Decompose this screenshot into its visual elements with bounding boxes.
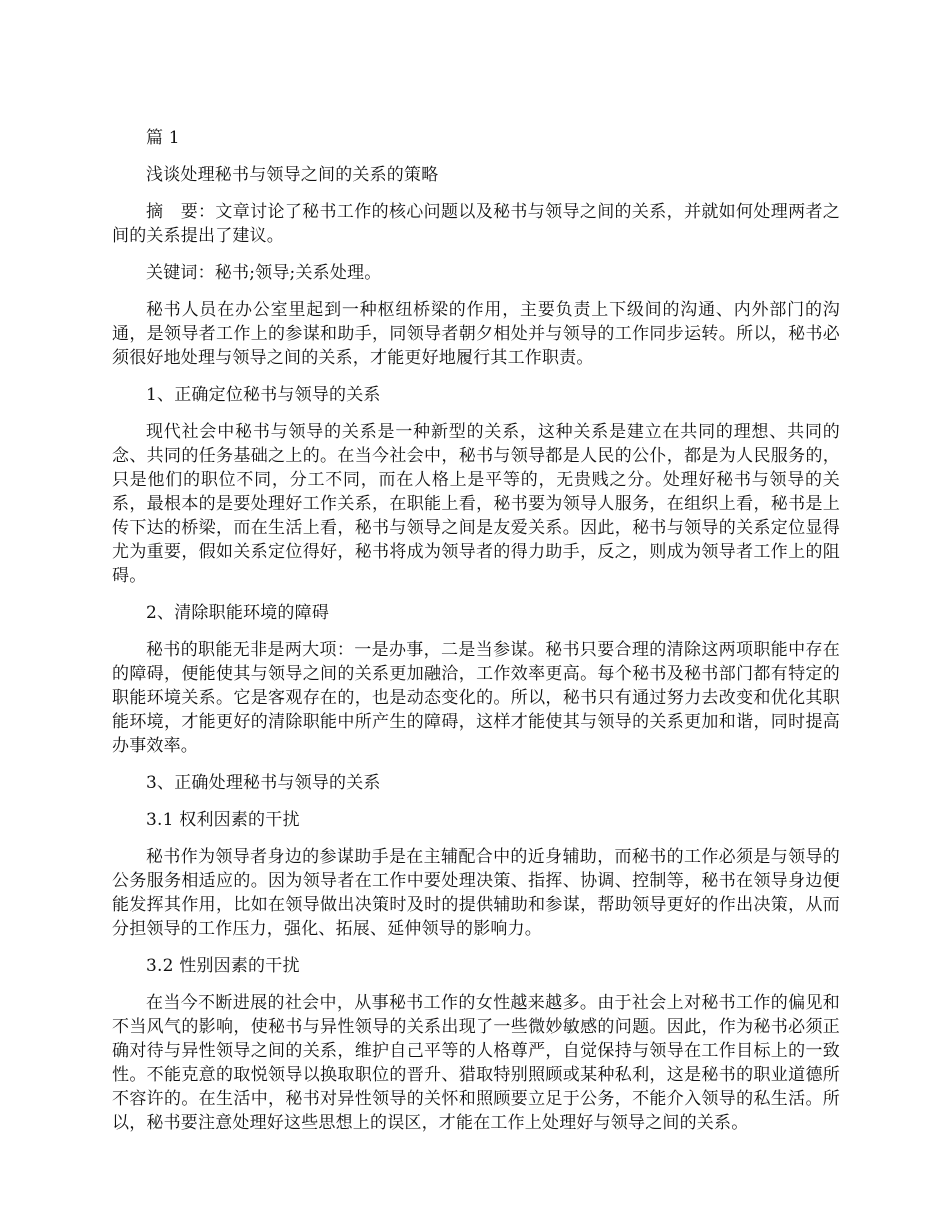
intro-paragraph: 秘书人员在办公室里起到一种枢纽桥梁的作用，主要负责上下级间的沟通、内外部门的沟通，是领导者工作上的参谋和助手，同领导者朝夕相处并与领导的工作同步运转。所以，秘书必须很好地处理与领导之间的关系，才能更好地履行其工作职责。 — [112, 300, 840, 368]
document-page — [112, 126, 840, 1148]
section-heading-1: 1、正确定位秘书与领导的关系 — [146, 385, 381, 405]
section-1-paragraph: 现代社会中秘书与领导的关系是一种新型的关系，这种关系是建立在共同的理想、共同的念、共同的任务基础之上的。在当今社会中，秘书与领导都是人民的公仆，都是为人民服务的，只是他们的职位不同，分工不同，而在人格上是平等的，无贵贱之分。处理好秘书与领导的关系，最根本的是要处理好工作关系，在职能上看，秘书要为领导人服务，在组织上看，秘书是上传下达的桥梁，而在生活上看，秘书与领导之间是友爱关系。因此，秘书与领导的关系定位显得尤为重要，假如关系定位得好，秘书将成为领导者的得力助手，反之，则成为领导者工作上的阻碍。 — [112, 422, 840, 586]
section-heading-2: 2、清除职能环境的障碍 — [146, 603, 330, 623]
subsection-3-2-paragraph: 在当今不断进展的社会中，从事秘书工作的女性越来越多。由于社会上对秘书工作的偏见和不当风气的影响，使秘书与异性领导的关系出现了一些微妙敏感的问题。因此，作为秘书必须正确对待与异性领导之间的关系，维护自己平等的人格尊严，自觉保持与领导在工作目标上的一致性。不能克意的取悦领导以换取职位的晋升、猎取特别照顾或某种私利，这是秘书的职业道德所不容许的。在生活中，秘书对异性领导的关怀和照顾要立足于公务，不能介入领导的私生活。所以，秘书要注意处理好这些思想上的误区，才能在工作上处理好与领导之间的关系。 — [112, 993, 840, 1133]
subsection-3-1-paragraph: 秘书作为领导者身边的参谋助手是在主辅配合中的近身辅助，而秘书的工作必须是与领导的公务服务相适应的。因为领导者在工作中要处理决策、指挥、协调、控制等，秘书在领导身边便能发挥其作用，比如在领导做出决策时及时的提供辅助和参谋，帮助领导更好的作出决策，从而分担领导的工作压力，强化、拓展、延伸领导的影响力。 — [112, 847, 840, 939]
subsection-heading-3-1: 3.1 权利因素的干扰 — [146, 810, 300, 830]
section-2-paragraph: 秘书的职能无非是两大项：一是办事，二是当参谋。秘书只要合理的清除这两项职能中存在的障碍，便能使其与领导之间的关系更加融洽，工作效率更高。每个秘书及秘书部门都有特定的职能环境关系。它是客观存在的，也是动态变化的。所以，秘书只有通过努力去改变和优化其职能环境，才能更好的清除职能中所产生的障碍，这样才能使其与领导的关系更加和谐，同时提高办事效率。 — [112, 640, 840, 756]
section-heading-3: 3、正确处理秘书与领导的关系 — [146, 773, 381, 793]
section-label: 篇 1 — [146, 128, 180, 148]
subsection-heading-3-2: 3.2 性别因素的干扰 — [146, 956, 300, 976]
document-title: 浅谈处理秘书与领导之间的关系的策略 — [146, 165, 439, 185]
keywords-line: 关键词：秘书;领导;关系处理。 — [146, 263, 382, 283]
abstract-paragraph: 摘 要：文章讨论了秘书工作的核心问题以及秘书与领导之间的关系，并就如何处理两者之间的关系提出了建议。 — [112, 202, 840, 246]
